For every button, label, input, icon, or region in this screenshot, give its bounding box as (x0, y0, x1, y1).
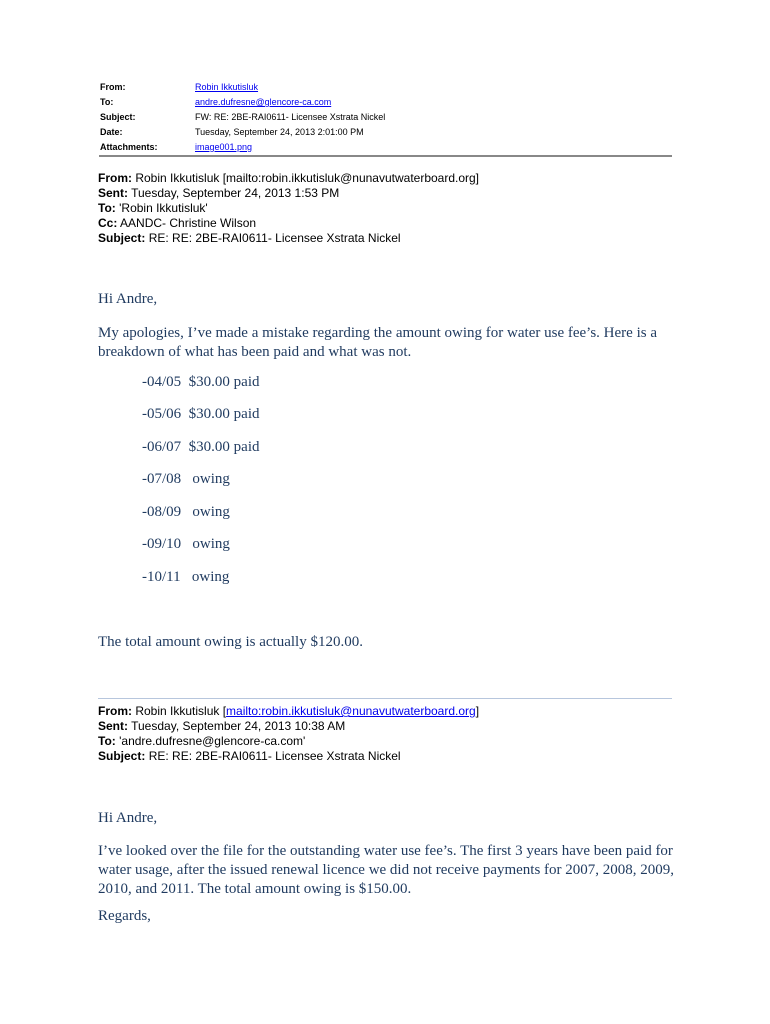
header-subject-label: Subject: (100, 112, 136, 122)
header-subject-value: FW: RE: 2BE-RAI0611- Licensee Xstrata Nickel (195, 112, 386, 122)
msg1-cc: Cc: AANDC- Christine Wilson (98, 216, 257, 230)
header-attachments-row (100, 140, 385, 155)
header-date-value: Tuesday, September 24, 2013 2:01:00 PM (195, 127, 364, 137)
email-header (100, 80, 385, 155)
msg1-to: To: 'Robin Ikkutisluk' (98, 201, 208, 215)
fee-line: -06/07 $30.00 paid (142, 439, 260, 455)
header-from-row (100, 80, 385, 95)
msg2-subject: Subject: RE: RE: 2BE-RAI0611- Licensee Xstrata Nickel (98, 749, 401, 763)
fee-line: -05/06 $30.00 paid (142, 406, 260, 422)
msg1-sent: Sent: Tuesday, September 24, 2013 1:53 PM (98, 186, 340, 200)
fee-line: -09/10 owing (142, 536, 230, 552)
msg1-subject: Subject: RE: RE: 2BE-RAI0611- Licensee Xstrata Nickel (98, 231, 401, 245)
message-divider (98, 698, 672, 699)
header-to-row (100, 95, 385, 110)
header-attachments-label: Attachments: (100, 142, 158, 152)
msg2-from: From: Robin Ikkutisluk [mailto:robin.ikkutisluk@nunavutwaterboard.org] (98, 704, 480, 718)
header-divider (99, 155, 672, 157)
msg1-total: The total amount owing is actually $120.00. (98, 634, 363, 650)
msg2-to: To: 'andre.dufresne@glencore-ca.com' (98, 734, 306, 748)
header-attachment-link[interactable]: image001.png (195, 142, 253, 152)
msg1-greeting: Hi Andre, (98, 291, 158, 307)
msg2-body: I’ve looked over the file for the outstanding water use fee’s. The first 3 years have been paid for water usage, after the issued renewal licence we did not receive payments for 2007, 2008, 2009, 2010, and 2011. The total amount owing is $150.00. (98, 843, 675, 897)
header-date-label: Date: (100, 127, 123, 137)
msg2-sent: Sent: Tuesday, September 24, 2013 10:38 AM (98, 719, 346, 733)
fee-line: -07/08 owing (142, 471, 230, 487)
header-to-link[interactable]: andre.dufresne@glencore-ca.com (195, 97, 332, 107)
message1-header (98, 171, 479, 246)
header-to-label: To: (100, 97, 114, 107)
header-from-label: From: (100, 82, 126, 92)
header-from-link[interactable]: Robin Ikkutisluk (195, 82, 259, 92)
message2-header (98, 704, 479, 764)
msg2-mailto-link[interactable]: mailto:robin.ikkutisluk@nunavutwaterboard.org (226, 704, 476, 718)
header-date-row (100, 125, 385, 140)
msg1-body: My apologies, I’ve made a mistake regarding the amount owing for water use fee’s. Here is a breakdown of what has been paid and what was not. (98, 325, 657, 360)
fee-line: -04/05 $30.00 paid (142, 374, 260, 390)
msg2-closing: Regards, (98, 908, 151, 924)
fee-line: -10/11 owing (142, 569, 230, 585)
msg2-greeting: Hi Andre, (98, 810, 158, 826)
msg1-from: From: Robin Ikkutisluk [mailto:robin.ikkutisluk@nunavutwaterboard.org] (98, 171, 480, 185)
fee-line: -08/09 owing (142, 504, 230, 520)
header-subject-row (100, 110, 385, 125)
